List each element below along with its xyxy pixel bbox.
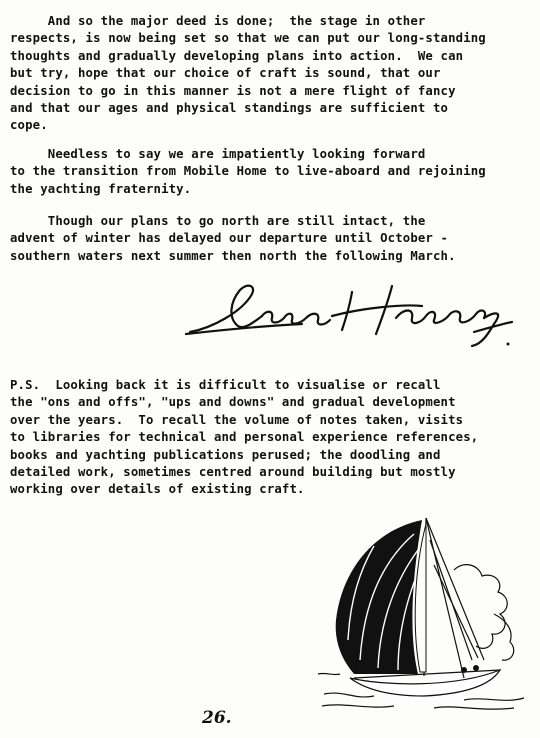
sailboat-illustration [314, 510, 529, 720]
paragraph-major-deed: And so the major deed is done; the stage in other respects, is now being set so that we can put our long-standing thoughts and gradually developing plans into action. We can but try, hope that our choice of craft is sound, that our decision to go in this manner is not a mere flight of fancy and that our ages and physical standings are sufficient to cope. [10, 14, 486, 133]
paragraph-needless-to-say: Needless to say we are impatiently looking forward to the transition from Mobile Home to live-aboard and rejoining the yachting fraternity. [10, 147, 486, 196]
page-number: 26. [202, 708, 232, 728]
paragraph-postscript: P.S. Looking back it is difficult to visualise or recall the "ons and offs", "ups and downs" and gradual development over the years. To recall the volume of notes taken, visits to libraries for technical and personal experience references, books and yachting publications perused; the doodling and detailed work, sometimes centred around building but mostly working over details of existing craft. [10, 378, 479, 497]
handwritten-signature [182, 272, 522, 352]
paragraph-plans-north: Though our plans to go north are still intact, the advent of winter has delayed our departure until October - southern waters next summer then north the following March. [10, 214, 456, 263]
